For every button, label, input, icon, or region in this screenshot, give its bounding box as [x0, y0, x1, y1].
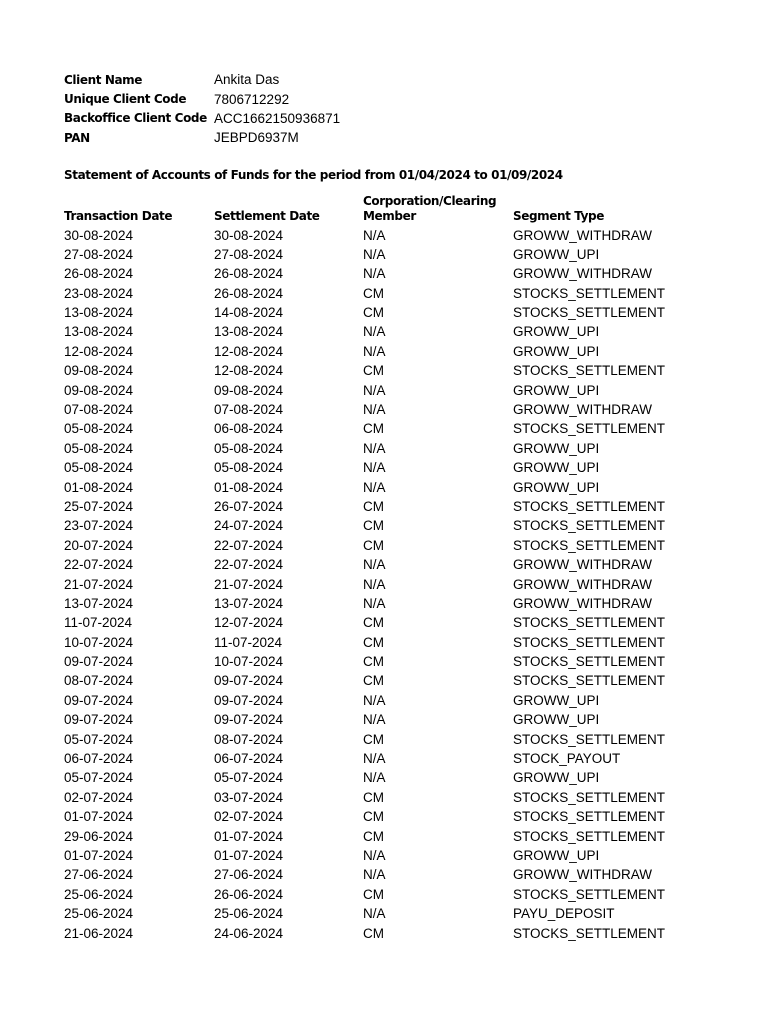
transactions-table-body — [64, 226, 744, 943]
settlement-date-cell: 25-06-2024 — [214, 906, 284, 922]
transaction-date-cell: 13-08-2024 — [64, 324, 134, 340]
settlement-date-cell: 30-08-2024 — [214, 227, 284, 243]
table-row — [64, 478, 744, 497]
clearing-member-cell: N/A — [363, 343, 386, 359]
segment-type-cell: STOCKS_SETTLEMENT — [513, 498, 666, 514]
settlement-date-cell: 09-08-2024 — [214, 382, 284, 398]
segment-type-cell: STOCKS_SETTLEMENT — [513, 789, 666, 805]
header-segment-type: Segment Type — [513, 209, 604, 223]
transaction-date-cell: 11-07-2024 — [64, 615, 133, 631]
table-row — [64, 361, 744, 380]
segment-type-cell: GROWW_UPI — [513, 712, 600, 728]
table-row — [64, 536, 744, 555]
settlement-date-cell: 21-07-2024 — [214, 576, 284, 592]
table-row — [64, 516, 744, 535]
settlement-date-cell: 06-08-2024 — [214, 421, 284, 437]
settlement-date-cell: 01-07-2024 — [214, 828, 284, 844]
clearing-member-cell: N/A — [363, 576, 386, 592]
table-row — [64, 691, 744, 710]
table-row — [64, 458, 744, 477]
table-row — [64, 846, 744, 865]
segment-type-cell: GROWW_WITHDRAW — [513, 595, 652, 611]
clearing-member-cell: CM — [363, 654, 384, 670]
transaction-date-cell: 09-08-2024 — [64, 363, 134, 379]
unique-client-code-value: 7806712292 — [214, 91, 290, 107]
settlement-date-cell: 14-08-2024 — [214, 305, 284, 321]
clearing-member-cell: CM — [363, 305, 384, 321]
segment-type-cell: STOCKS_SETTLEMENT — [513, 518, 666, 534]
transaction-date-cell: 05-08-2024 — [64, 440, 134, 456]
settlement-date-cell: 08-07-2024 — [214, 731, 284, 747]
clearing-member-cell: N/A — [363, 595, 386, 611]
transaction-date-cell: 12-08-2024 — [64, 343, 134, 359]
table-row — [64, 710, 744, 729]
settlement-date-cell: 22-07-2024 — [214, 557, 284, 573]
table-row — [64, 633, 744, 652]
transaction-date-cell: 21-06-2024 — [64, 925, 134, 941]
header-corporation-line1: Corporation/Clearing — [363, 194, 497, 208]
transaction-date-cell: 01-08-2024 — [64, 479, 134, 495]
table-row — [64, 400, 744, 419]
transaction-date-cell: 07-08-2024 — [64, 402, 134, 418]
transaction-date-cell: 21-07-2024 — [64, 576, 134, 592]
transaction-date-cell: 25-06-2024 — [64, 906, 134, 922]
transaction-date-cell: 13-08-2024 — [64, 305, 134, 321]
transaction-date-cell: 23-08-2024 — [64, 285, 134, 301]
table-row — [64, 924, 744, 943]
clearing-member-cell: N/A — [363, 440, 386, 456]
segment-type-cell: STOCKS_SETTLEMENT — [513, 828, 666, 844]
segment-type-cell: STOCKS_SETTLEMENT — [513, 673, 666, 689]
segment-type-cell: STOCKS_SETTLEMENT — [513, 925, 666, 941]
transaction-date-cell: 22-07-2024 — [64, 557, 134, 573]
segment-type-cell: STOCKS_SETTLEMENT — [513, 654, 666, 670]
segment-type-cell: GROWW_WITHDRAW — [513, 266, 652, 282]
statement-title: Statement of Accounts of Funds for the period from 01/04/2024 to 01/09/2024 — [64, 168, 563, 182]
clearing-member-cell: N/A — [363, 848, 386, 863]
transaction-date-cell: 10-07-2024 — [64, 634, 134, 650]
table-row — [64, 594, 744, 613]
segment-type-cell: GROWW_WITHDRAW — [513, 557, 652, 573]
clearing-member-cell: N/A — [363, 479, 386, 495]
clearing-member-cell: N/A — [363, 692, 386, 708]
settlement-date-cell: 03-07-2024 — [214, 789, 284, 805]
header-transaction-date: Transaction Date — [64, 209, 173, 223]
transaction-date-cell: 27-06-2024 — [64, 867, 134, 883]
table-row — [64, 342, 744, 361]
unique-client-code-label: Unique Client Code — [64, 92, 187, 107]
transaction-date-cell: 08-07-2024 — [64, 673, 134, 689]
transaction-date-cell: 27-08-2024 — [64, 246, 134, 262]
clearing-member-cell: CM — [363, 363, 384, 379]
table-row — [64, 613, 744, 632]
table-row — [64, 652, 744, 671]
settlement-date-cell: 27-08-2024 — [214, 246, 284, 262]
clearing-member-cell: N/A — [363, 712, 386, 728]
settlement-date-cell: 05-08-2024 — [214, 460, 284, 476]
table-row — [64, 555, 744, 574]
clearing-member-cell: CM — [363, 634, 384, 650]
transaction-date-cell: 29-06-2024 — [64, 828, 134, 844]
transaction-date-cell: 23-07-2024 — [64, 518, 134, 534]
segment-type-cell: GROWW_UPI — [513, 382, 600, 398]
settlement-date-cell: 12-08-2024 — [214, 343, 284, 359]
clearing-member-cell: CM — [363, 285, 384, 301]
transaction-date-cell: 26-08-2024 — [64, 266, 134, 282]
transaction-date-cell: 25-06-2024 — [64, 886, 134, 902]
segment-type-cell: GROWW_UPI — [513, 324, 600, 340]
settlement-date-cell: 12-08-2024 — [214, 363, 284, 379]
pan-value: JEBPD6937M — [214, 130, 299, 146]
segment-type-cell: GROWW_WITHDRAW — [513, 402, 652, 418]
settlement-date-cell: 10-07-2024 — [214, 654, 284, 670]
settlement-date-cell: 13-07-2024 — [214, 595, 284, 611]
settlement-date-cell: 24-06-2024 — [214, 925, 284, 941]
segment-type-cell: GROWW_WITHDRAW — [513, 227, 652, 243]
segment-type-cell: GROWW_UPI — [513, 692, 600, 708]
segment-type-cell: GROWW_UPI — [513, 770, 600, 786]
table-header — [64, 190, 744, 224]
header-corporation-line2: Member — [363, 209, 416, 223]
settlement-date-cell: 09-07-2024 — [214, 673, 284, 689]
segment-type-cell: STOCKS_SETTLEMENT — [513, 634, 666, 650]
transaction-date-cell: 09-08-2024 — [64, 382, 134, 398]
backoffice-client-code-label: Backoffice Client Code — [64, 111, 207, 126]
clearing-member-cell: CM — [363, 421, 384, 437]
segment-type-cell: STOCKS_SETTLEMENT — [513, 886, 666, 902]
settlement-date-cell: 24-07-2024 — [214, 518, 284, 534]
table-row — [64, 245, 744, 264]
segment-type-cell: STOCK_PAYOUT — [513, 751, 621, 767]
clearing-member-cell: CM — [363, 615, 384, 631]
settlement-date-cell: 09-07-2024 — [214, 712, 284, 728]
segment-type-cell: PAYU_DEPOSIT — [513, 906, 615, 922]
settlement-date-cell: 27-06-2024 — [214, 867, 284, 883]
clearing-member-cell: CM — [363, 828, 384, 844]
settlement-date-cell: 05-08-2024 — [214, 440, 284, 456]
backoffice-client-code-row — [64, 109, 340, 128]
table-row — [64, 885, 744, 904]
clearing-member-cell: N/A — [363, 227, 386, 243]
table-row — [64, 904, 744, 923]
segment-type-cell: GROWW_UPI — [513, 440, 600, 456]
settlement-date-cell: 26-06-2024 — [214, 886, 284, 902]
table-row — [64, 730, 744, 749]
transaction-date-cell: 01-07-2024 — [64, 848, 134, 863]
transaction-date-cell: 09-07-2024 — [64, 692, 134, 708]
segment-type-cell: STOCKS_SETTLEMENT — [513, 731, 666, 747]
table-row — [64, 322, 744, 341]
settlement-date-cell: 01-08-2024 — [214, 479, 284, 495]
clearing-member-cell: CM — [363, 886, 384, 902]
settlement-date-cell: 13-08-2024 — [214, 324, 284, 340]
settlement-date-cell: 26-08-2024 — [214, 285, 284, 301]
segment-type-cell: GROWW_UPI — [513, 479, 600, 495]
transaction-date-cell: 20-07-2024 — [64, 537, 134, 553]
segment-type-cell: GROWW_UPI — [513, 848, 600, 863]
transaction-date-cell: 30-08-2024 — [64, 227, 134, 243]
clearing-member-cell: N/A — [363, 557, 386, 573]
table-row — [64, 419, 744, 438]
settlement-date-cell: 11-07-2024 — [214, 634, 283, 650]
header-settlement-date: Settlement Date — [214, 209, 320, 223]
clearing-member-cell: CM — [363, 518, 384, 534]
table-row — [64, 381, 744, 400]
client-name-row — [64, 70, 340, 89]
client-name-value: Ankita Das — [214, 72, 280, 88]
clearing-member-cell: N/A — [363, 246, 386, 262]
table-row — [64, 827, 744, 846]
settlement-date-cell: 22-07-2024 — [214, 537, 284, 553]
transaction-date-cell: 09-07-2024 — [64, 654, 134, 670]
settlement-date-cell: 09-07-2024 — [214, 692, 284, 708]
transaction-date-cell: 25-07-2024 — [64, 498, 134, 514]
table-row — [64, 264, 744, 283]
transaction-date-cell: 05-07-2024 — [64, 731, 134, 747]
clearing-member-cell: N/A — [363, 324, 386, 340]
clearing-member-cell: CM — [363, 537, 384, 553]
table-row — [64, 575, 744, 594]
clearing-member-cell: N/A — [363, 906, 386, 922]
table-row — [64, 284, 744, 303]
clearing-member-cell: N/A — [363, 770, 386, 786]
transaction-date-cell: 05-08-2024 — [64, 460, 134, 476]
settlement-date-cell: 05-07-2024 — [214, 770, 284, 786]
client-name-label: Client Name — [64, 72, 143, 87]
segment-type-cell: GROWW_UPI — [513, 246, 600, 262]
settlement-date-cell: 26-08-2024 — [214, 266, 284, 282]
client-info-block — [64, 70, 340, 148]
transaction-date-cell: 09-07-2024 — [64, 712, 134, 728]
transaction-date-cell: 06-07-2024 — [64, 751, 134, 767]
transaction-date-cell: 01-07-2024 — [64, 809, 134, 825]
segment-type-cell: STOCKS_SETTLEMENT — [513, 537, 666, 553]
table-row — [64, 865, 744, 884]
settlement-date-cell: 12-07-2024 — [214, 615, 284, 631]
transaction-date-cell: 05-08-2024 — [64, 421, 134, 437]
segment-type-cell: GROWW_UPI — [513, 460, 600, 476]
clearing-member-cell: N/A — [363, 867, 386, 883]
table-row — [64, 807, 744, 826]
clearing-member-cell: CM — [363, 673, 384, 689]
table-row — [64, 497, 744, 516]
segment-type-cell: GROWW_UPI — [513, 343, 600, 359]
backoffice-client-code-value: ACC1662150936871 — [214, 110, 341, 126]
clearing-member-cell: N/A — [363, 402, 386, 418]
pan-row — [64, 128, 340, 147]
clearing-member-cell: N/A — [363, 266, 386, 282]
clearing-member-cell: N/A — [363, 751, 386, 767]
clearing-member-cell: CM — [363, 498, 384, 514]
segment-type-cell: STOCKS_SETTLEMENT — [513, 305, 666, 321]
table-row — [64, 788, 744, 807]
segment-type-cell: STOCKS_SETTLEMENT — [513, 615, 666, 631]
settlement-date-cell: 07-08-2024 — [214, 402, 284, 418]
settlement-date-cell: 02-07-2024 — [214, 809, 284, 825]
settlement-date-cell: 26-07-2024 — [214, 498, 284, 514]
clearing-member-cell: CM — [363, 809, 384, 825]
table-row — [64, 226, 744, 245]
transaction-date-cell: 02-07-2024 — [64, 789, 134, 805]
clearing-member-cell: N/A — [363, 382, 386, 398]
table-row — [64, 768, 744, 787]
clearing-member-cell: CM — [363, 731, 384, 747]
settlement-date-cell: 01-07-2024 — [214, 848, 284, 863]
header-corporation-clearing-member — [363, 194, 503, 224]
clearing-member-cell: N/A — [363, 460, 386, 476]
clearing-member-cell: CM — [363, 789, 384, 805]
segment-type-cell: STOCKS_SETTLEMENT — [513, 809, 666, 825]
table-row — [64, 303, 744, 322]
transaction-date-cell: 13-07-2024 — [64, 595, 134, 611]
table-row — [64, 439, 744, 458]
segment-type-cell: GROWW_WITHDRAW — [513, 576, 652, 592]
unique-client-code-row — [64, 89, 340, 108]
table-row — [64, 671, 744, 690]
clearing-member-cell: CM — [363, 925, 384, 941]
segment-type-cell: STOCKS_SETTLEMENT — [513, 285, 666, 301]
settlement-date-cell: 06-07-2024 — [214, 751, 284, 767]
pan-label: PAN — [64, 130, 90, 145]
table-row — [64, 749, 744, 768]
segment-type-cell: STOCKS_SETTLEMENT — [513, 363, 666, 379]
transaction-date-cell: 05-07-2024 — [64, 770, 134, 786]
segment-type-cell: STOCKS_SETTLEMENT — [513, 421, 666, 437]
segment-type-cell: GROWW_WITHDRAW — [513, 867, 652, 883]
